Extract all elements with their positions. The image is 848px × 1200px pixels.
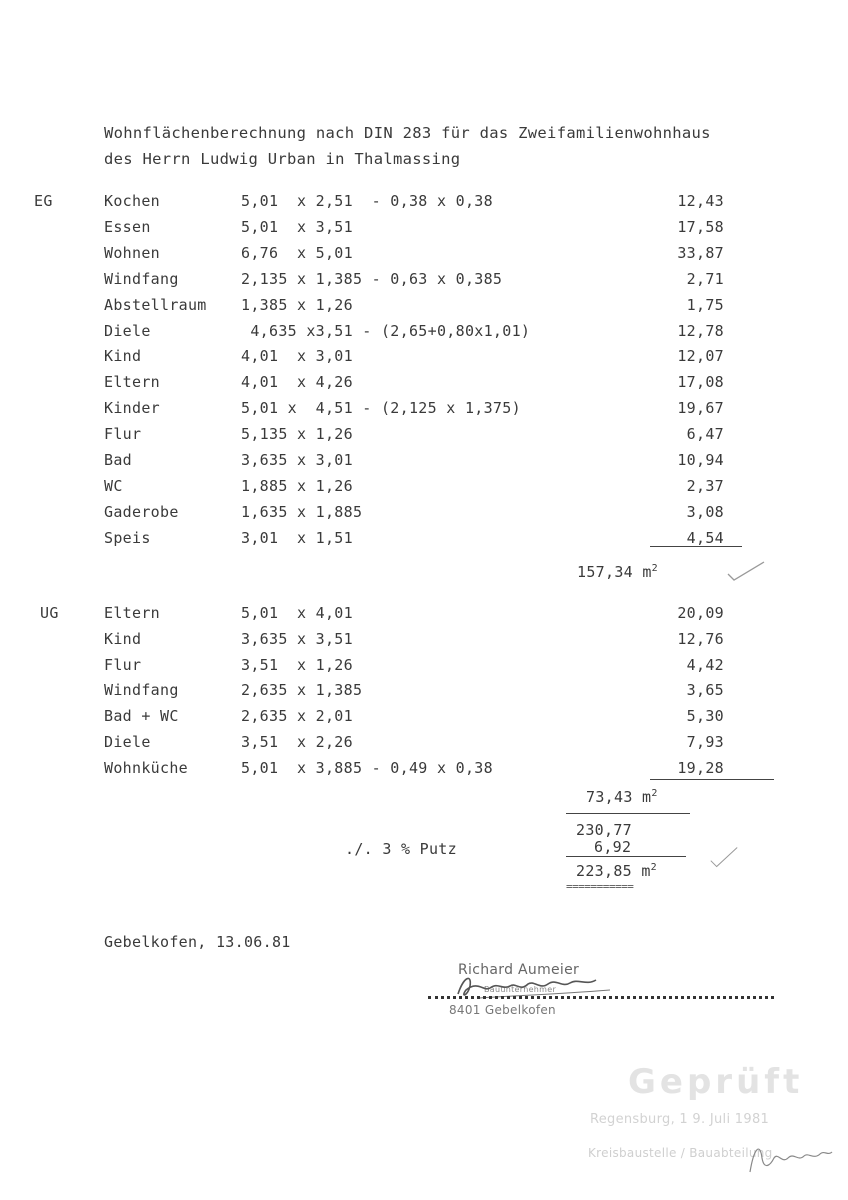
row-formula: 3,51 x 1,26 (241, 655, 353, 674)
row-formula: 2,635 x 1,385 (241, 681, 363, 700)
row-label: Kind (104, 629, 142, 648)
checkmark-icon (726, 560, 766, 582)
place-date: Gebelkofen, 13.06.81 (104, 933, 291, 951)
row-value: 17,58 (677, 217, 724, 236)
signature-line (428, 996, 774, 999)
row-formula: 5,01 x 3,51 (241, 217, 353, 236)
row-label: Gaderobe (104, 502, 179, 521)
row-value: 20,09 (677, 604, 724, 622)
row-label: Diele (104, 321, 151, 340)
row-value: 19,67 (677, 399, 724, 418)
row-label: Kochen (104, 192, 160, 210)
section-label-eg: EG (34, 192, 53, 210)
row-label: Bad (104, 451, 132, 469)
row-formula: 5,01 x 3,885 - 0,49 x 0,38 (241, 758, 493, 777)
row-label: Essen (104, 217, 151, 236)
putz-label: ./. 3 % Putz (345, 840, 457, 858)
row-label: Wohnen (104, 243, 160, 262)
subtotal-value: 230,77 (576, 821, 632, 839)
row-value: 12,43 (677, 192, 724, 210)
row-formula: 4,01 x 4,26 (241, 373, 353, 392)
row-formula: 2,635 x 2,01 (241, 707, 353, 726)
row-formula: 1,385 x 1,26 (241, 295, 353, 314)
ug-sum-line (650, 779, 774, 780)
final-total: 223,85 $m^2$ (576, 862, 657, 880)
row-label: Windfang (104, 681, 179, 700)
title-line-1: Wohnflächenberechnung nach DIN 283 für das Zweifamilienwohnhaus (104, 124, 711, 142)
row-formula: 3,635 x 3,01 (241, 451, 353, 469)
row-label: Speis (104, 528, 151, 547)
approval-stamp-line2: Kreisbaustelle / Bauabteilung (588, 1146, 773, 1160)
row-formula: 2,135 x 1,385 - 0,63 x 0,385 (241, 269, 503, 288)
row-label: Wohnküche (104, 758, 188, 777)
approval-stamp-line1: Regensburg, 1 9. Juli 1981 (590, 1112, 770, 1127)
row-label: Bad + WC (104, 707, 179, 726)
row-formula: 3,635 x 3,51 (241, 629, 353, 648)
row-value: 6,47 (686, 425, 724, 444)
row-formula: 5,01 x 4,01 (241, 604, 353, 622)
row-formula: 5,01 x 4,51 - (2,125 x 1,375) (241, 399, 521, 418)
row-value: 10,94 (677, 451, 724, 469)
row-formula: 1,885 x 1,26 (241, 476, 353, 495)
row-value: 5,30 (686, 707, 724, 726)
row-value: 4,42 (686, 655, 724, 674)
row-label: Windfang (104, 269, 179, 288)
row-value: 12,78 (677, 321, 724, 340)
stamp-name: Richard Aumeier (458, 962, 580, 978)
eg-total: 157,34 $m^2$ (577, 563, 658, 581)
approval-stamp-word: Geprüft (628, 1062, 804, 1102)
summary-line (566, 856, 686, 857)
double-underline: =========== (566, 880, 634, 893)
row-formula: 5,135 x 1,26 (241, 425, 353, 444)
ug-total: 73,43 $m^2$ (586, 788, 658, 806)
row-value: 3,08 (686, 502, 724, 521)
eg-sum-line (650, 546, 742, 547)
row-formula: 1,635 x 1,885 (241, 502, 363, 521)
row-value: 3,65 (686, 681, 724, 700)
row-value: 2,71 (686, 269, 724, 288)
row-label: WC (104, 476, 123, 495)
row-label: Eltern (104, 373, 160, 392)
row-formula: 6,76 x 5,01 (241, 243, 353, 262)
row-label: Flur (104, 655, 142, 674)
row-value: 7,93 (686, 733, 724, 751)
checkmark-icon (704, 846, 744, 868)
stamp-city: 8401 Gebelkofen (449, 1003, 556, 1017)
row-value: 12,76 (677, 629, 724, 648)
row-label: Flur (104, 425, 142, 444)
row-value: 1,75 (686, 295, 724, 314)
row-formula: 4,635 x3,51 - (2,65+0,80x1,01) (241, 321, 531, 340)
ug-total-underline (566, 813, 690, 814)
putz-value: 6,92 (594, 838, 632, 856)
row-formula: 3,51 x 2,26 (241, 733, 353, 751)
row-value: 2,37 (686, 476, 724, 495)
row-label: Kind (104, 347, 142, 366)
row-value: 12,07 (677, 347, 724, 366)
row-value: 17,08 (677, 373, 724, 392)
row-label: Abstellraum (104, 295, 207, 314)
row-value: 19,28 (677, 758, 724, 777)
stamp-subtitle: Bauunternehmer (484, 985, 557, 994)
title-line-2: des Herrn Ludwig Urban in Thalmassing (104, 150, 461, 168)
approval-signature-icon (744, 1138, 834, 1178)
section-label-ug: UG (40, 604, 59, 622)
row-formula: 4,01 x 3,01 (241, 347, 353, 366)
row-label: Kinder (104, 399, 160, 418)
row-formula: 3,01 x 1,51 (241, 528, 353, 547)
row-label: Eltern (104, 604, 160, 622)
row-formula: 5,01 x 2,51 - 0,38 x 0,38 (241, 192, 493, 210)
row-value: 4,54 (686, 528, 724, 547)
row-value: 33,87 (677, 243, 724, 262)
row-label: Diele (104, 733, 151, 751)
